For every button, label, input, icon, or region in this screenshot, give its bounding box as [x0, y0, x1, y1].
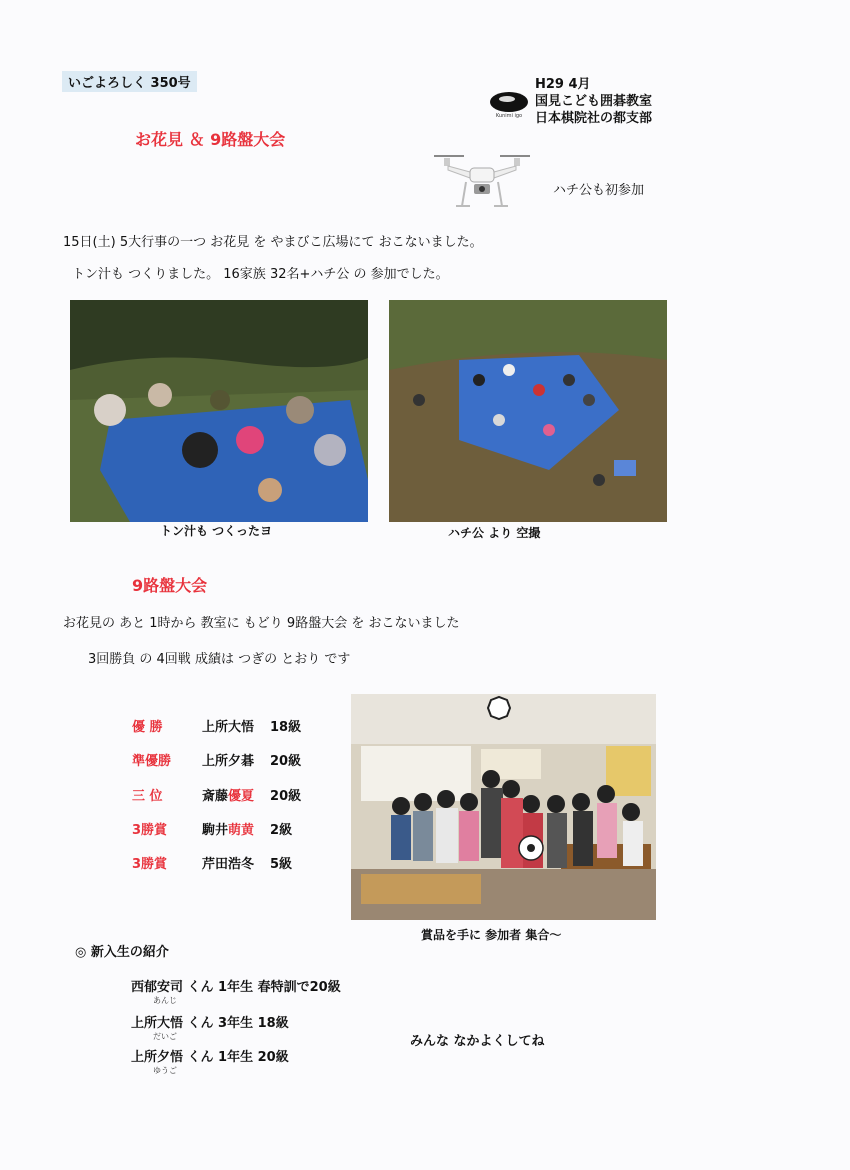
result-name: 斎藤: [202, 789, 229, 804]
result-name-highlight: 萌黄: [228, 823, 255, 838]
result-grade: 18級: [270, 720, 302, 735]
result-grade: 2級: [270, 823, 293, 838]
club-logo: [490, 92, 528, 118]
drone-icon: [430, 148, 534, 214]
result-row: [132, 785, 301, 804]
welcome-message: みんな なかよくしてね: [410, 1034, 545, 1049]
photo3-caption: 賞品を手に 参加者 集合～: [421, 928, 562, 942]
result-rank: 3勝賞: [132, 823, 168, 838]
result-grade: 5級: [270, 857, 293, 872]
result-row: [132, 853, 292, 872]
org-name-line1: 国見こども囲碁教室: [535, 94, 653, 109]
issue-number: いごよろしく 350号: [62, 71, 197, 92]
hanami-photo-aerial: [389, 300, 667, 522]
newcomer-line: 上所夕悟 くん 1年生 20級: [131, 1050, 289, 1065]
issue-date: H29 4月: [535, 77, 591, 92]
result-name: 上所大悟: [202, 720, 255, 735]
tournament-title: 9路盤大会: [132, 576, 208, 595]
result-rank: 3勝賞: [132, 857, 168, 872]
newcomer-line: 上所大悟 くん 3年生 18級: [131, 1016, 289, 1031]
result-rank: 三 位: [132, 789, 163, 804]
result-name-highlight: 優夏: [228, 789, 255, 804]
result-rank: 優 勝: [132, 720, 163, 735]
newcomer-line: 西郁安司 くん 1年生 春特訓で20級: [131, 980, 341, 995]
result-name: 芹田浩冬: [202, 857, 255, 872]
newcomer-ruby: ゆうご: [153, 1066, 177, 1075]
drone-caption: ハチ公も初参加: [553, 183, 645, 198]
header-info: [535, 76, 652, 127]
org-name-line2: 日本棋院社の都支部: [535, 111, 653, 126]
result-grade: 20級: [270, 754, 302, 769]
result-row: [132, 819, 292, 838]
result-name: 上所夕碁: [202, 754, 255, 769]
result-rank: 準優勝: [132, 754, 172, 769]
tournament-text-line1: お花見の あと 1時から 教室に もどり 9路盤大会 を おこないました: [63, 616, 460, 631]
hanami-title: お花見 ＆ 9路盤大会: [135, 130, 286, 149]
hanami-text-line1: 15日(土) 5大行事の一つ お花見 を やまびこ広場にて おこないました。: [63, 235, 483, 250]
result-row: [132, 716, 301, 735]
group-photo-classroom: [351, 694, 656, 920]
photo1-caption: トン汁も つくったヨ: [160, 524, 272, 538]
photo2-caption: ハチ公 より 空撮: [448, 526, 541, 540]
hanami-photo-picnic: [70, 300, 368, 522]
newcomer-ruby: だいご: [153, 1032, 177, 1041]
result-name: 駒井: [202, 823, 229, 838]
result-grade: 20級: [270, 789, 302, 804]
result-row: [132, 750, 301, 769]
tournament-text-line2: 3回勝負 の 4回戦 成績は つぎの とおり です: [88, 652, 351, 667]
newcomer-ruby: あんじ: [153, 996, 177, 1005]
newcomers-title: ◎ 新入生の紹介: [75, 945, 169, 960]
go-stone-logo-icon: [490, 92, 528, 112]
logo-text: Kunimi igo: [495, 113, 523, 119]
hanami-text-line2: トン汁も つくりました。 16家族 32名+ハチ公 の 参加でした。: [72, 267, 449, 282]
